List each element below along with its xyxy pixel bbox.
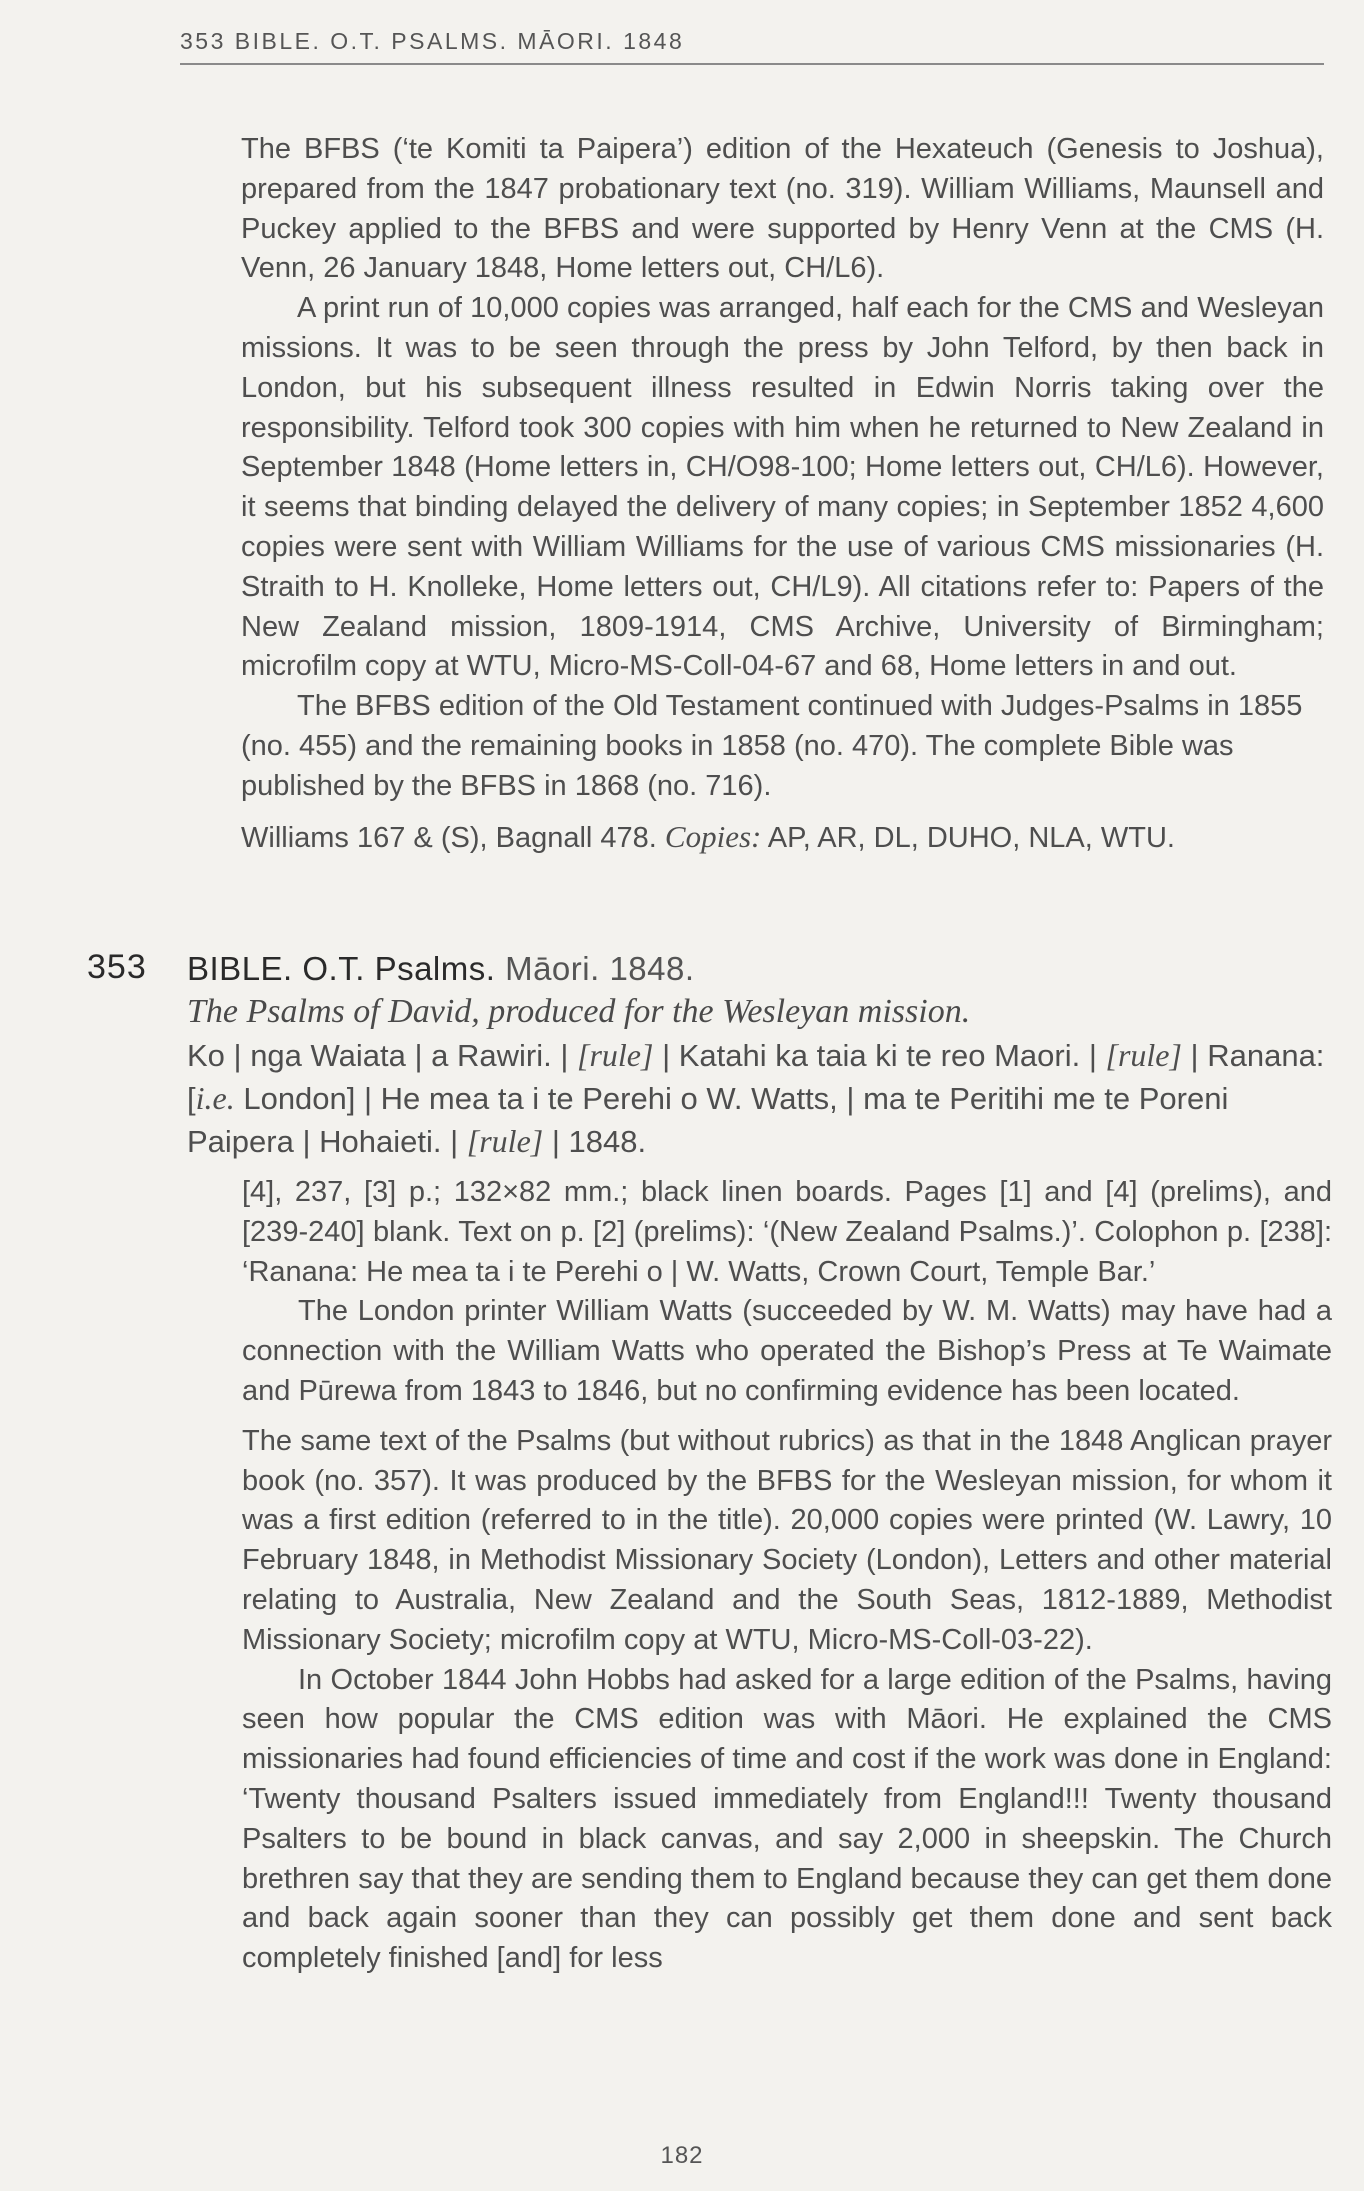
header-rule xyxy=(180,63,1324,65)
title-text: London] | He mea ta i te Perehi o W. Watts, | ma te Peritihi me te Poreni Paipera | Hohaieti. | xyxy=(187,1081,1229,1159)
bibliographic-references xyxy=(241,817,1324,858)
page-number: 182 xyxy=(660,2142,704,2169)
paragraph: The same text of the Psalms (but without rubrics) as that in the 1848 Anglican prayer book (no. 357). It was produced by the BFBS for the Wesleyan mission, for whom it was a first edition (referred to in the title). 20,000 copies were printed (W. Lawry, 10 February 1848, in Methodist Missionary Society (London), Letters and other material relating to Australia, New Zealand and the South Seas, 1812-1889, Methodist Missionary Society; microfilm copy at WTU, Micro-MS-Coll-03-22). xyxy=(242,1424,1332,1656)
heading-main: BIBLE. O.T. Psalms. xyxy=(187,950,496,987)
title-text: Ko | nga Waiata | a Rawiri. | xyxy=(187,1038,577,1073)
entry-heading xyxy=(187,948,1327,990)
copies-label: Copies: xyxy=(664,818,762,854)
entry-description xyxy=(242,1173,1332,1979)
collation-paragraph: [4], 237, [3] p.; 132×82 mm.; black linen boards. Pages [1] and [4] (prelims), and [239-240] blank. Text on p. [2] (prelims): ‘(New Zealand Psalms.)’. Colophon p. [238]: ‘Ranana: He mea ta i te Perehi o | W. Watts, Crown Court, Temple Bar.’ xyxy=(242,1176,1332,1288)
running-head: 353 BIBLE. O.T. PSALMS. MĀORI. 1848 xyxy=(180,28,685,54)
heading-language-year: Māori. 1848. xyxy=(495,950,695,987)
title-page-transcription xyxy=(187,1034,1327,1163)
title-text: | 1848. xyxy=(543,1124,647,1159)
ie-abbrev: i.e. xyxy=(195,1080,235,1116)
title-text: | Ranana: [ xyxy=(187,1038,1325,1116)
paragraph: The London printer William Watts (succeeded by W. M. Watts) may have had a connection with the William Watts who operated the Bishop’s Press at Te Waimate and Pūrewa from 1843 to 1846, but no confirming evidence has been located. xyxy=(242,1295,1332,1407)
copies-list: AP, AR, DL, DUHO, NLA, WTU. xyxy=(761,821,1175,854)
entry-heading-block xyxy=(187,948,1327,1163)
paragraph: The BFBS (‘te Komiti ta Paipera’) edition of the Hexateuch (Genesis to Joshua), prepared from the 1847 probationary text (no. 319). William Williams, Maunsell and Puckey applied to the BFBS and were supported by Henry Venn at the CMS (H. Venn, 26 January 1848, Home letters out, CH/L6). xyxy=(241,133,1324,285)
title-text: | Katahi ka taia ki te reo Maori. | xyxy=(653,1038,1106,1073)
entry-number: 353 xyxy=(87,948,147,986)
rule-marker: [rule] xyxy=(577,1037,654,1073)
paragraph: A print run of 10,000 copies was arranged, half each for the CMS and Wesleyan missions. It was to be seen through the press by John Telford, by then back in London, but his subsequent illness resulted in Edwin Norris taking over the responsibility. Telford took 300 copies with him when he returned to New Zealand in September 1848 (Home letters in, CH/O98-100; Home letters out, CH/L6). However, it seems that binding delayed the delivery of many copies; in September 1852 4,600 copies were sent with William Williams for the use of various CMS missionaries (H. Straith to H. Knolleke, Home letters out, CH/L9). All citations refer to: Papers of the New Zealand mission, 1809-1914, CMS Archive, University of Birmingham; microfilm copy at WTU, Micro-MS-Coll-04-67 and 68, Home letters in and out. xyxy=(241,292,1324,683)
references-text: Williams 167 & (S), Bagnall 478. xyxy=(241,821,665,854)
previous-entry-notes xyxy=(241,130,1324,858)
entry-subtitle: The Psalms of David, produced for the Wesleyan mission. xyxy=(187,993,971,1030)
paragraph: The BFBS edition of the Old Testament continued with Judges-Psalms in 1855 (no. 455) and the remaining books in 1858 (no. 470). The complete Bible was published by the BFBS in 1868 (no. 716). xyxy=(241,690,1303,802)
rule-marker: [rule] xyxy=(1105,1037,1182,1073)
paragraph: In October 1844 John Hobbs had asked for a large edition of the Psalms, having seen how popular the CMS edition was with Māori. He explained the CMS missionaries had found efficiencies of time and cost if the work was done in England: ‘Twenty thousand Psalters issued immediately from England!!! Twenty thousand Psalters to be bound in black canvas, and say 2,000 in sheepskin. The Church brethren say that they are sending them to England because they can get them done and back again sooner than they can possibly get them done and sent back completely finished [and] for less xyxy=(242,1663,1332,1975)
rule-marker: [rule] xyxy=(466,1123,544,1159)
